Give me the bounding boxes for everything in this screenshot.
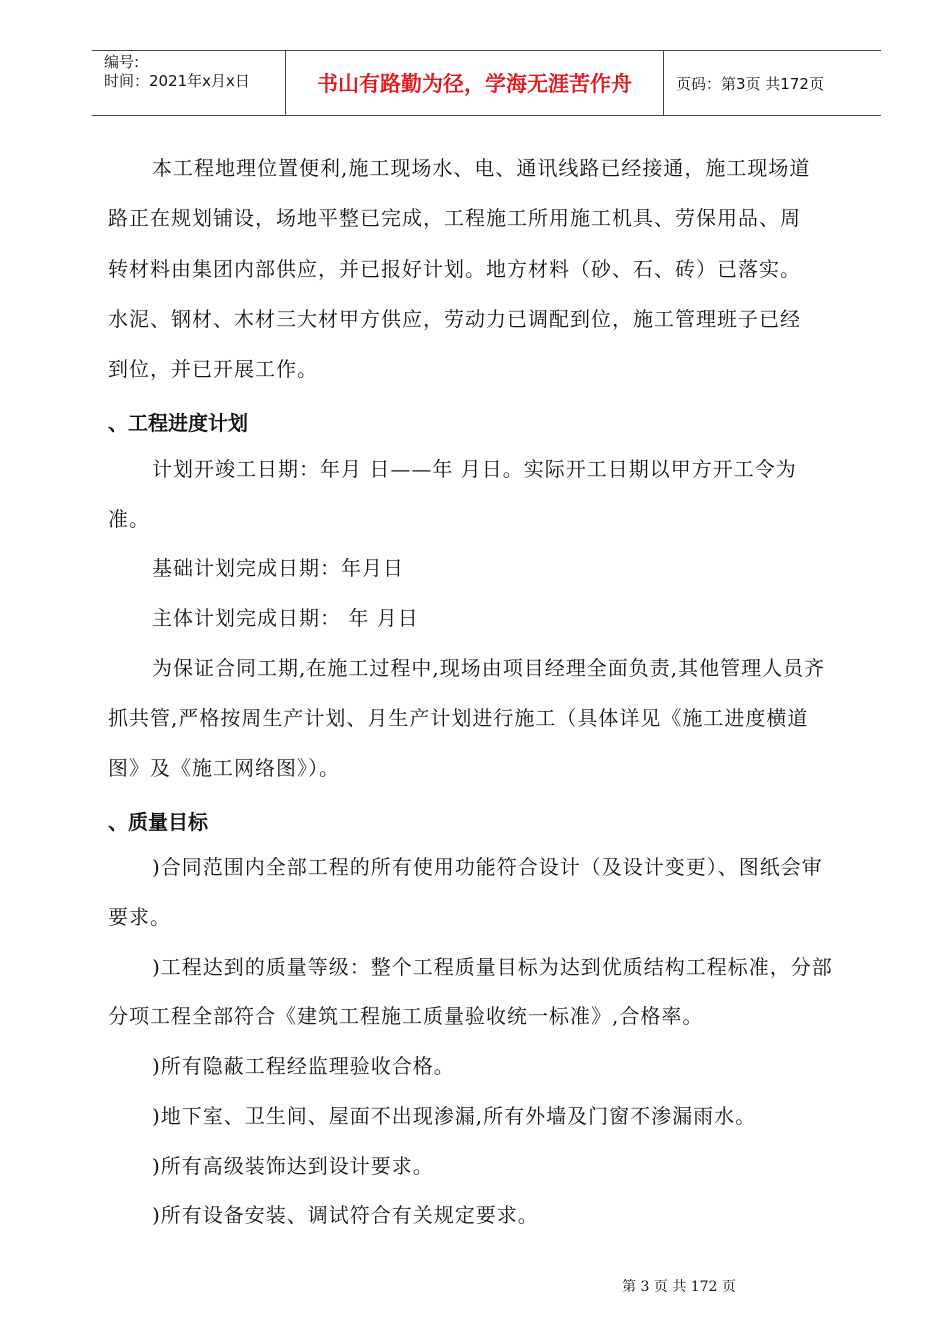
schedule-line: 准。	[108, 507, 150, 531]
quality-line: 要求。	[108, 905, 171, 929]
section-heading-quality: 、质量目标	[108, 810, 208, 834]
section-heading-schedule: 、工程进度计划	[108, 411, 248, 435]
page-footer: 第 3 页 共 172 页	[622, 1279, 736, 1295]
intro-line: 路正在规划铺设，场地平整已完成，工程施工所用施工机具、劳保用品、周	[108, 206, 801, 230]
intro-line: 水泥、钢材、木材三大材甲方供应，劳动力已调配到位，施工管理班子已经	[108, 307, 801, 331]
quality-line: 分项工程全部符合《建筑工程施工质量验收统一标准》,合格率。	[108, 1004, 704, 1028]
schedule-line: 计划开竣工日期：年月 日——年 月日。实际开工日期以甲方开工令为	[152, 457, 797, 481]
intro-line: 本工程地理位置便利,施工现场水、电、通讯线路已经接通，施工现场道	[152, 156, 811, 180]
document-time: 时间：2021年x月x日	[104, 72, 250, 90]
schedule-line: 为保证合同工期,在施工过程中,现场由项目经理全面负责,其他管理人员齐	[152, 656, 826, 680]
quality-line: )工程达到的质量等级：整个工程质量目标为达到优质结构工程标准，分部	[152, 955, 833, 979]
header-page-info: 页码：第3页 共172页	[676, 75, 824, 93]
header-meta	[92, 51, 286, 115]
header-motto: 书山有路勤为径，学海无涯苦作舟	[286, 51, 664, 115]
intro-line: 转材料由集团内部供应，并已报好计划。地方材料（砂、石、砖）已落实。	[108, 257, 801, 281]
schedule-line: 主体计划完成日期： 年 月日	[152, 606, 419, 630]
quality-line: )合同范围内全部工程的所有使用功能符合设计（及设计变更）、图纸会审	[152, 855, 823, 879]
schedule-line: 基础计划完成日期：年月日	[152, 556, 404, 580]
quality-line: )地下室、卫生间、屋面不出现渗漏,所有外墙及门窗不渗漏雨水。	[152, 1104, 757, 1128]
page-header	[92, 50, 881, 116]
schedule-line: 图》及《施工网络图》）。	[108, 756, 340, 780]
quality-line: )所有隐蔽工程经监理验收合格。	[152, 1054, 455, 1078]
intro-line: 到位，并已开展工作。	[108, 357, 318, 381]
schedule-line: 抓共管,严格按周生产计划、月生产计划进行施工（具体详见《施工进度横道	[108, 706, 809, 730]
quality-line: )所有高级装饰达到设计要求。	[152, 1154, 434, 1178]
document-number-label: 编号:	[104, 53, 140, 71]
quality-line: )所有设备安装、调试符合有关规定要求。	[152, 1203, 539, 1227]
